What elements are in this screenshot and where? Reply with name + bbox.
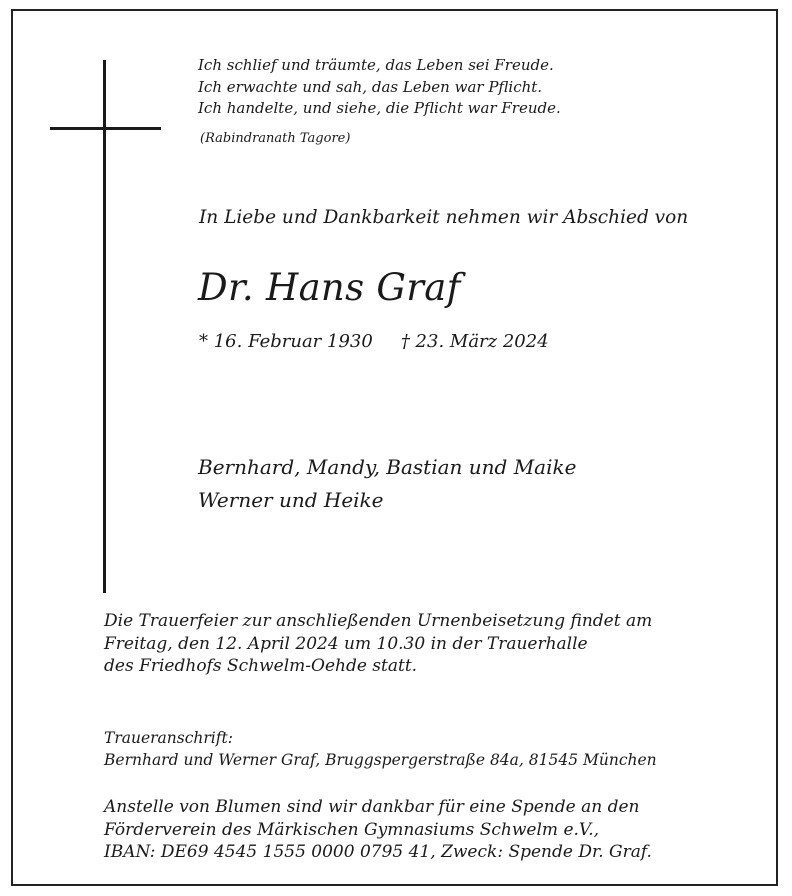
deceased-name: Dr. Hans Graf [198, 266, 461, 309]
donation-info [104, 796, 652, 864]
cross-icon-horizontal-bar [50, 127, 161, 130]
poem-line: Ich handelte, und siehe, die Pflicht war Freude. [198, 99, 561, 117]
intro-text: In Liebe und Dankbarkeit nehmen wir Abschied von [199, 207, 689, 228]
poem-line: Ich erwachte und sah, das Leben war Pflicht. [198, 77, 543, 96]
poem-author: (Rabindranath Tagore) [200, 131, 351, 146]
mourners-line: Werner und Heike [198, 488, 384, 512]
ceremony-line: Die Trauerfeier zur anschließenden Urnenbeisetzung findet am [104, 611, 653, 631]
ceremony-line: Freitag, den 12. April 2024 um 10.30 in der Trauerhalle [104, 633, 588, 654]
death-date: † 23. März 2024 [400, 331, 549, 352]
donation-line: Förderverein des Märkischen Gymnasiums Schwelm e.V., [104, 819, 600, 840]
mourners-line: Bernhard, Mandy, Bastian und Maike [198, 455, 577, 479]
poem-line: Ich schlief und träumte, das Leben sei Freude. [198, 56, 554, 74]
address-label: Traueranschrift: [104, 729, 233, 747]
donation-line: IBAN: DE69 4545 1555 0000 0795 41, Zweck: Spende Dr. Graf. [104, 842, 652, 862]
mourning-address [104, 727, 657, 771]
cross-icon-vertical-bar [103, 60, 106, 593]
ceremony-info [104, 610, 652, 678]
ceremony-line: des Friedhofs Schwelm-Oehde statt. [104, 656, 418, 676]
birth-date: * 16. Februar 1930 [199, 331, 373, 352]
poem-quote [198, 55, 561, 120]
life-dates [199, 331, 549, 352]
mourners-list [198, 451, 576, 517]
donation-line: Anstelle von Blumen sind wir dankbar für eine Spende an den [104, 797, 640, 817]
address-text: Bernhard und Werner Graf, Bruggspergerstraße 84a, 81545 München [104, 751, 657, 769]
